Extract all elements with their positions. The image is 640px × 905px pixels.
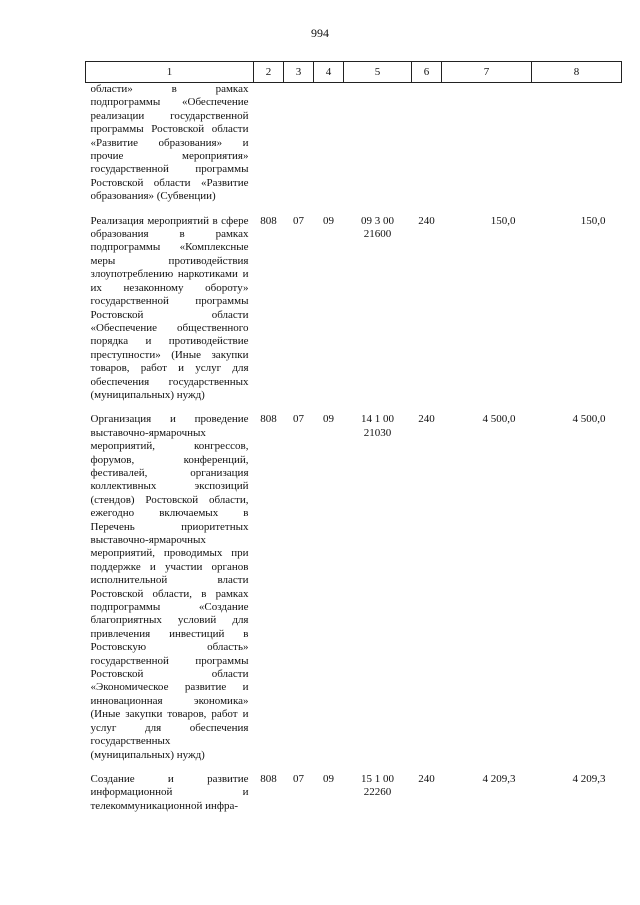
row-section: 07 bbox=[293, 214, 304, 227]
row-subsection bbox=[314, 83, 344, 215]
header-col-5: 5 bbox=[344, 62, 412, 83]
header-col-1: 1 bbox=[86, 62, 254, 83]
row-target-article: 09 3 00 21600 bbox=[361, 214, 394, 241]
row-code-ministry: 808 bbox=[260, 772, 277, 785]
table-row bbox=[86, 773, 622, 813]
row-section: 07 bbox=[293, 413, 304, 426]
header-col-6: 6 bbox=[412, 62, 442, 83]
row-expense-type: 240 bbox=[418, 413, 435, 426]
row-amount-2: 4 500,0 bbox=[572, 413, 606, 426]
page-number: 994 bbox=[311, 26, 329, 40]
header-col-2: 2 bbox=[254, 62, 284, 83]
row-subsection: 09 bbox=[323, 413, 334, 426]
row-amount-2: 4 209,3 bbox=[572, 772, 606, 785]
header-col-7: 7 bbox=[442, 62, 532, 83]
row-subsection: 09 bbox=[323, 214, 334, 227]
row-section: 07 bbox=[293, 772, 304, 785]
row-amount-2: 150,0 bbox=[580, 214, 606, 227]
header-col-3: 3 bbox=[284, 62, 314, 83]
row-subsection: 09 bbox=[323, 772, 334, 785]
row-amount-1: 4 209,3 bbox=[482, 772, 516, 785]
row-target-article: 15 1 00 22260 bbox=[361, 772, 394, 799]
table-header-row bbox=[86, 62, 622, 83]
row-target-article bbox=[344, 83, 412, 215]
row-expense-type: 240 bbox=[418, 214, 435, 227]
row-target-article: 14 1 00 21030 bbox=[361, 413, 394, 439]
row-description: Реализация мероприятий в сфере образования в рамках подпрограммы «Комплексные меры противодействия злоупотреблению наркотиками и их незаконному обороту» государственной программы Ростовской области «Обеспечение общественного порядка и противодействие преступности» (Иные закупки товаров, работ и услуг для обеспечения государственных (муниципальных) нужд) bbox=[90, 214, 249, 401]
row-amount-1 bbox=[442, 83, 532, 215]
table-row bbox=[86, 215, 622, 414]
row-description: Организация и проведение выставочно-ярмарочных мероприятий, конгрессов, форумов, конференций, фестивалей, организация коллективных экспозиций (стендов) Ростовской области, ежегодно включаемых в Перечень приоритетных выставочно-ярмарочных мероприятий, проводимых при поддержке и участии органов исполнительной власти Ростовской области, в рамках подпрограммы «Создание благоприятных условий для привлечения инвестиций в Ростовскую область» государственной программы Ростовской области «Экономическое развитие и инновационная экономика» (Иные закупки товаров, работ и услуг для обеспечения государственных (муниципальных) нужд) bbox=[90, 413, 249, 761]
row-section bbox=[284, 83, 314, 215]
header-col-8: 8 bbox=[532, 62, 622, 83]
row-code-ministry bbox=[254, 83, 284, 215]
row-amount-2 bbox=[532, 83, 622, 215]
row-code-ministry: 808 bbox=[260, 413, 277, 426]
row-amount-1: 4 500,0 bbox=[482, 413, 516, 426]
row-code-ministry: 808 bbox=[260, 214, 277, 227]
row-amount-1: 150,0 bbox=[490, 214, 516, 227]
row-expense-type: 240 bbox=[418, 772, 435, 785]
row-description: области» в рамках подпрограммы «Обеспечение реализации государственной программы Ростовской области «Развитие образования» и прочие мероприятия» государственной программы Ростовской области «Развитие образования» (Субвенции) bbox=[90, 83, 249, 203]
table-row bbox=[86, 83, 622, 215]
table-row bbox=[86, 413, 622, 773]
header-col-4: 4 bbox=[314, 62, 344, 83]
row-description: Создание и развитие информационной и телекоммуникационной инфра- bbox=[90, 772, 249, 812]
budget-table bbox=[85, 61, 622, 813]
row-expense-type bbox=[412, 83, 442, 215]
